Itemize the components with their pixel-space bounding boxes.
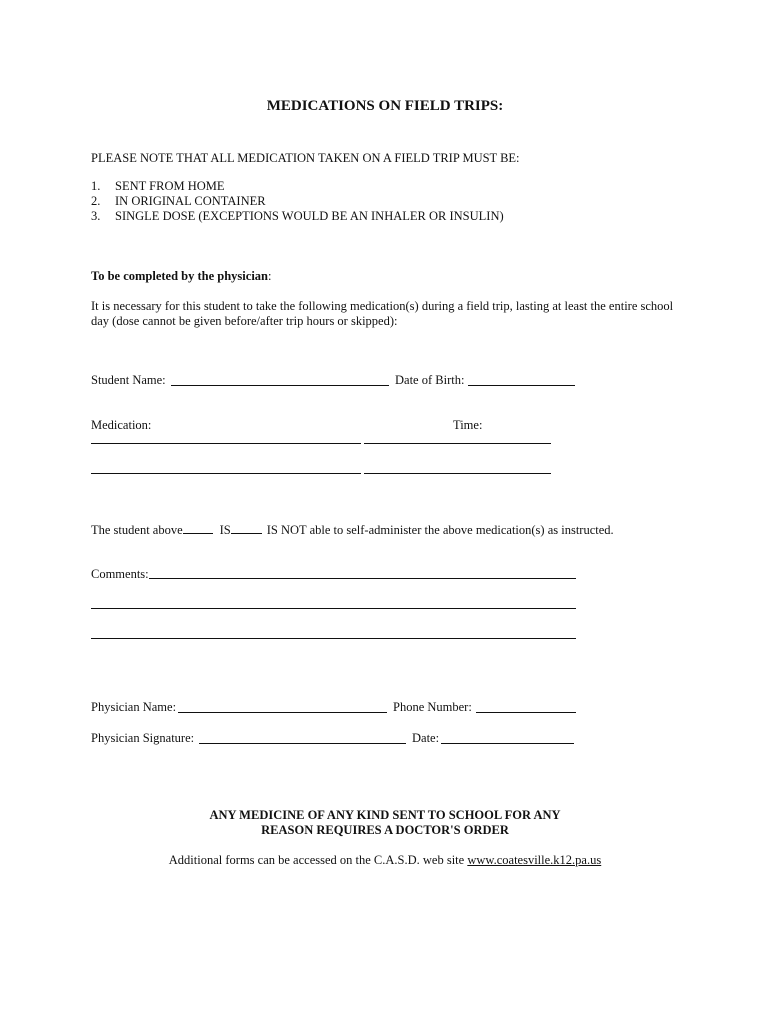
comments-field[interactable] [149,578,576,579]
time-field[interactable] [364,443,551,444]
warning-line-1: ANY MEDICINE OF ANY KIND SENT TO SCHOOL FOR ANY [209,808,561,822]
rule-number: 3. [91,209,101,223]
physician-section-heading: To be completed by the physician: [91,269,272,283]
website-link[interactable]: www.coatesville.k12.pa.us [467,853,602,867]
is-not-checkbox-blank[interactable] [231,522,262,534]
phone-number-field[interactable] [476,712,576,713]
date-label: Date: [412,731,440,745]
comments-label: Comments: [91,567,149,581]
phone-number-label: Phone Number: [393,700,472,714]
physician-signature-label: Physician Signature: [91,731,195,745]
rule-number: 1. [91,179,101,193]
rule-text: SINGLE DOSE (EXCEPTIONS WOULD BE AN INHALER OR INSULIN) [115,209,504,223]
requirements-note: PLEASE NOTE THAT ALL MEDICATION TAKEN ON A FIELD TRIP MUST BE: [91,151,520,165]
page-title: MEDICATIONS ON FIELD TRIPS: [266,98,504,114]
rule-item [91,179,225,194]
date-of-birth-label: Date of Birth: [395,373,465,387]
time-label: Time: [453,418,483,432]
medication-field[interactable] [91,473,361,474]
is-checkbox-blank[interactable] [183,522,213,534]
additional-forms-note: Additional forms can be accessed on the C.A.S.D. web site www.coatesville.k12.pa.us [168,853,602,867]
rule-text: SENT FROM HOME [115,179,225,193]
comments-field[interactable] [91,608,576,609]
physician-signature-field[interactable] [199,743,406,744]
comments-field[interactable] [91,638,576,639]
warning-line-2: REASON REQUIRES A DOCTOR'S ORDER [261,823,509,837]
student-name-field[interactable] [171,385,389,386]
date-of-birth-field[interactable] [468,385,575,386]
physician-name-field[interactable] [178,712,387,713]
medication-label: Medication: [91,418,152,432]
medication-field[interactable] [91,443,361,444]
rule-item [91,209,504,224]
student-name-label: Student Name: [91,373,166,387]
rule-item [91,194,266,209]
date-field[interactable] [441,743,574,744]
instruction-line-2: day (dose cannot be given before/after trip hours or skipped): [91,314,398,328]
self-administer-statement: The student above IS IS NOT able to self-administer the above medication(s) as instructed. [91,523,614,537]
time-field[interactable] [364,473,551,474]
physician-name-label: Physician Name: [91,700,177,714]
instruction-line-1: It is necessary for this student to take the following medication(s) during a field trip, lasting at least the entire school [91,299,674,313]
rule-text: IN ORIGINAL CONTAINER [115,194,266,208]
rule-number: 2. [91,194,101,208]
